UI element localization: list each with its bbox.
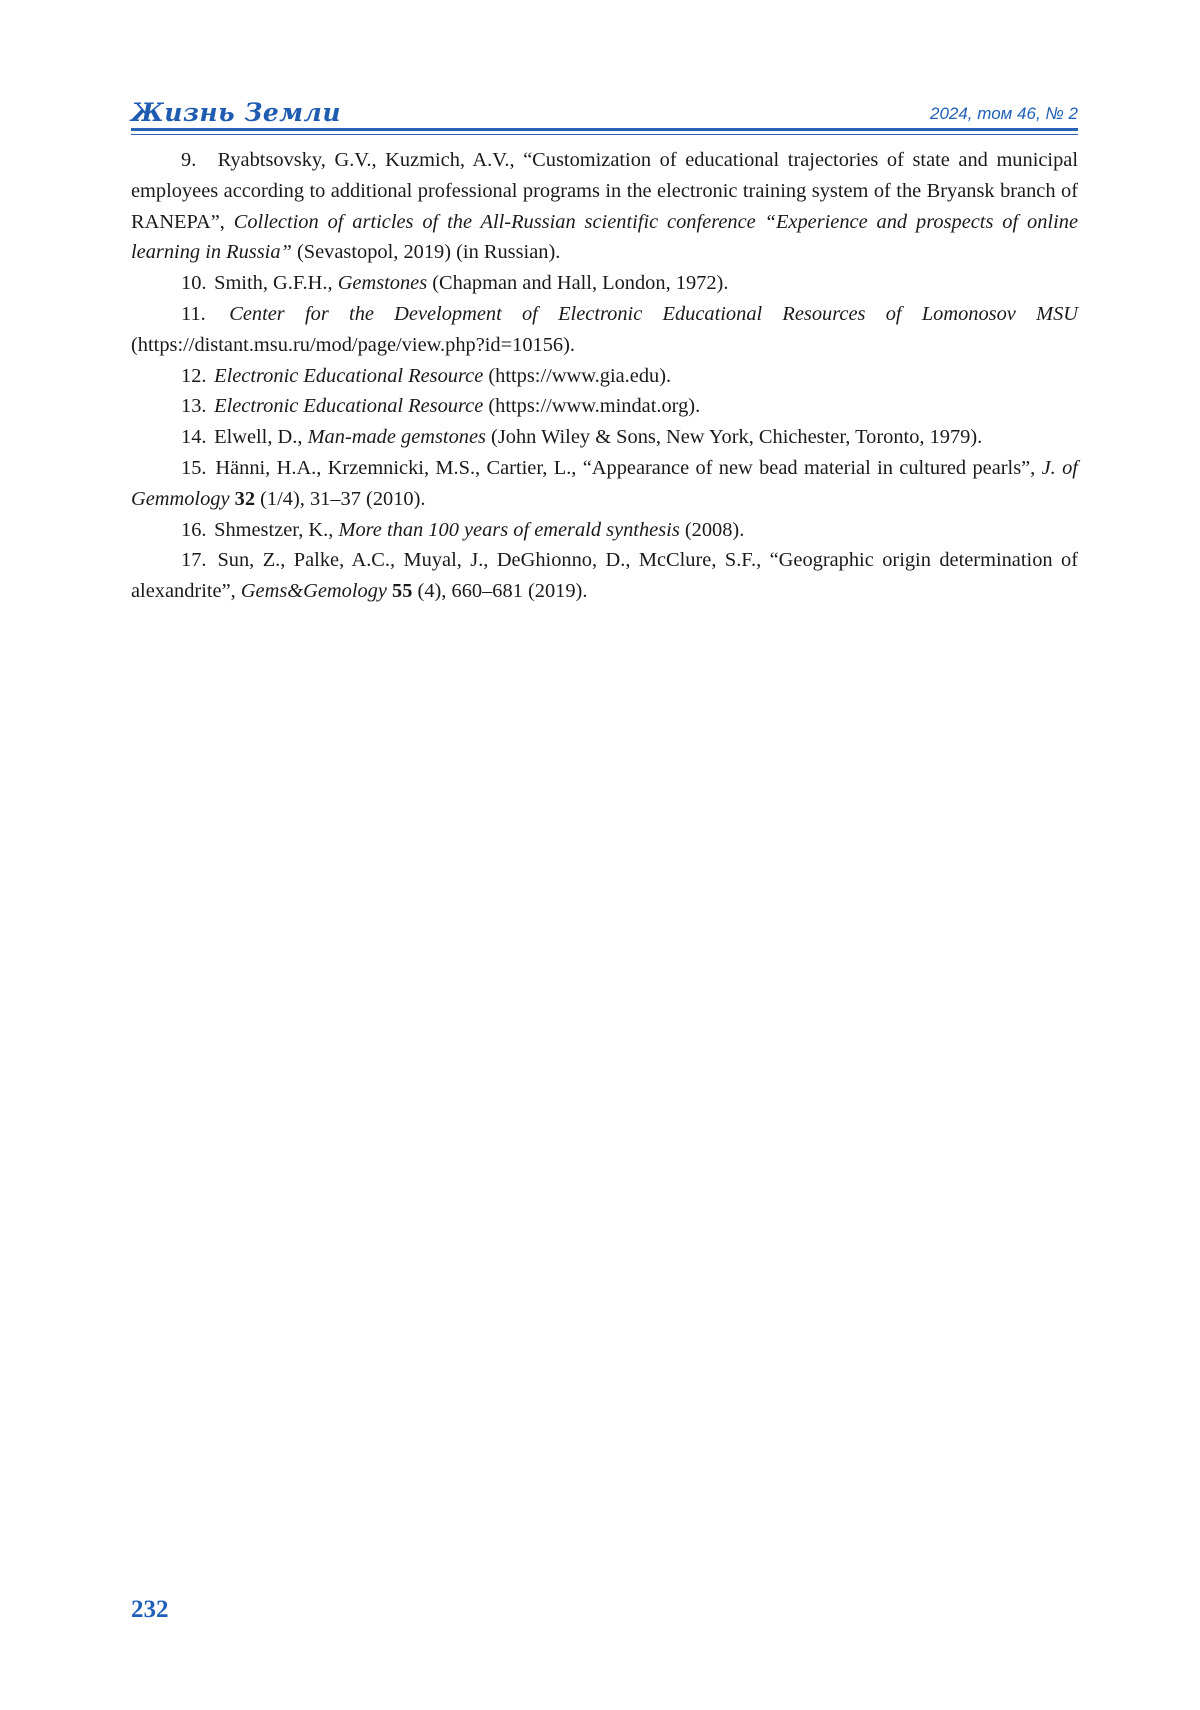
reference-text: (1/4), 31–37 (2010).	[255, 487, 426, 510]
reference-text: (2008).	[679, 518, 745, 541]
reference-title: More than 100 years of emerald synthesis	[338, 518, 680, 541]
reference-title: Electronic Educational Resource	[214, 364, 484, 387]
page-number: 232	[131, 1596, 169, 1623]
reference-volume: 55	[392, 580, 413, 603]
reference-item	[131, 453, 1078, 515]
reference-title: Center for the Development of Electronic Educational Resources of Lomonosov MSU	[229, 302, 1078, 325]
header-rule-thin	[131, 134, 1078, 135]
issue-info: 2024, том 46, № 2	[929, 104, 1078, 123]
journal-logo: Жизнь Земли	[131, 98, 342, 127]
reference-list	[131, 145, 1078, 607]
header-rule-thick	[131, 128, 1078, 131]
reference-number: 13.	[181, 395, 207, 418]
reference-text: (4), 660–681 (2019).	[412, 580, 588, 603]
reference-item	[131, 422, 1078, 453]
reference-title: J. of Gemmology	[131, 456, 1078, 510]
reference-title: Gemstones	[337, 272, 428, 295]
reference-number: 10.	[181, 272, 207, 295]
reference-volume: 32	[234, 487, 256, 510]
reference-text: Elwell, D.,	[214, 426, 308, 449]
reference-text: Shmestzer, K.,	[214, 518, 339, 541]
reference-number: 9.	[181, 149, 197, 171]
reference-text: (John Wiley & Sons, New York, Chichester, Toronto, 1979).	[485, 426, 983, 449]
reference-text: (Sevastopol, 2019) (in Russian).	[291, 241, 561, 264]
reference-number: 11.	[181, 302, 206, 325]
reference-title: Electronic Educational Resource	[214, 395, 484, 418]
reference-text: (https://distant.msu.ru/mod/page/view.php?id=10156).	[131, 333, 575, 356]
reference-text: (https://www.gia.edu).	[483, 364, 672, 387]
reference-number: 14.	[181, 426, 207, 449]
reference-title: Man-made gemstones	[307, 426, 486, 449]
reference-number: 15.	[181, 456, 207, 479]
reference-text: Sun, Z., Palke, A.C., Muyal, J., DeGhionno, D., McClure, S.F., “Geographic origin determination of alexandrite”,	[131, 549, 1078, 603]
reference-item	[131, 361, 1078, 392]
running-header	[131, 96, 1078, 138]
reference-item	[131, 268, 1078, 299]
reference-number: 16.	[181, 518, 207, 541]
reference-text: (https://www.mindat.org).	[483, 395, 701, 418]
reference-item	[131, 391, 1078, 422]
reference-number: 17.	[181, 549, 207, 572]
reference-item	[131, 515, 1078, 546]
reference-title: Gems&Gemology	[240, 580, 387, 603]
reference-item	[131, 299, 1078, 361]
reference-item	[131, 145, 1078, 268]
reference-text: (Chapman and Hall, London, 1972).	[427, 272, 729, 295]
reference-number: 12.	[181, 364, 207, 387]
reference-text: Hänni, H.A., Krzemnicki, M.S., Cartier, L., “Appearance of new bead material in cultured pearls”,	[215, 456, 1042, 479]
reference-text: Smith, G.F.H.,	[214, 272, 338, 295]
reference-text: Ryabtsovsky, G.V., Kuzmich, A.V., “Customization of educational trajectories of state and municipal employees according to additional professional programs in the electronic training system of the Bryansk branch of RANEPA”,	[131, 149, 1078, 233]
reference-title: Collection of articles of the All-Russian scientific conference “Experience and prospects of online learning in Russia”	[131, 210, 1078, 264]
reference-item	[131, 545, 1078, 607]
